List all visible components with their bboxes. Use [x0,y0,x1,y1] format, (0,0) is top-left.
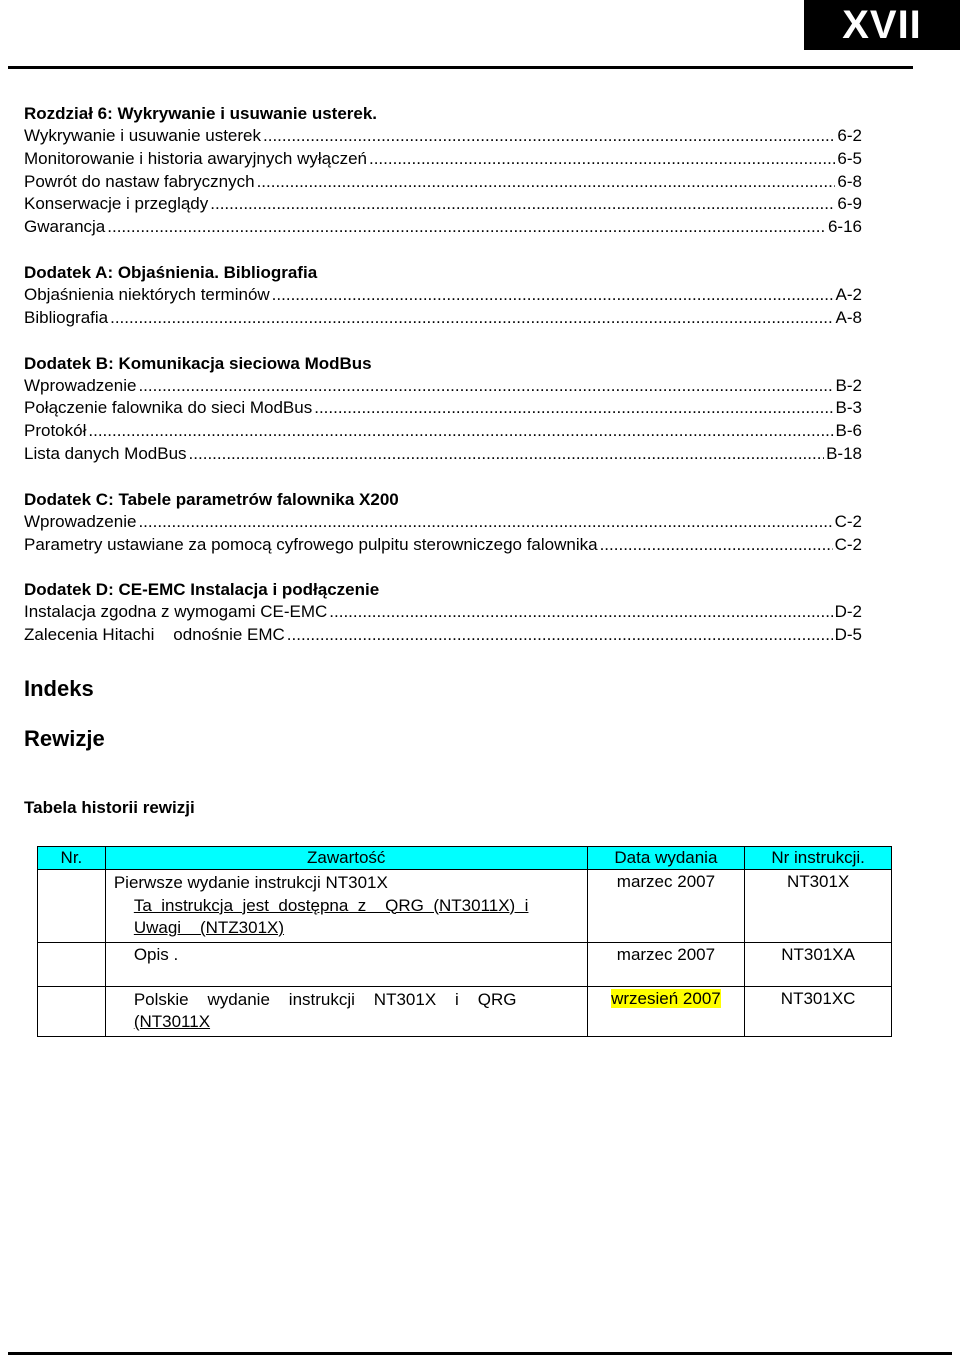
toc-section [24,352,862,466]
row-number: NT301X [745,870,892,943]
content-line: Pierwsze wydanie instrukcji NT301X [113,873,388,892]
toc-dot-leader [210,193,835,216]
toc-entry-page: D-2 [834,602,862,622]
toc-dot-leader [189,443,825,466]
toc-entry[interactable] [24,216,862,239]
toc-dot-leader [138,375,833,398]
revision-history-table [37,846,892,1037]
content-line: Opis . [133,944,179,964]
toc-entry[interactable] [24,397,862,420]
toc-entry-label: Parametry ustawiane za pomocą cyfrowego pulpitu sterowniczego falownika [24,534,598,554]
index-heading[interactable]: Indeks [24,676,94,701]
header-nr: Nr. [38,847,106,870]
toc-entry-label: Instalacja zgodna z wymogami CE-EMC [24,602,328,622]
toc-entry[interactable] [24,284,862,307]
toc-entry-page: B-6 [835,421,862,441]
toc-dot-leader [110,307,833,330]
row-nr [38,986,106,1036]
row-date: marzec 2007 [587,942,745,986]
table-row [38,986,892,1036]
toc-entry-label: Zalecenia Hitachi odnośnie EMC [24,625,285,645]
toc-entry-page: D-5 [834,625,862,645]
toc-entry-page: 6-2 [837,126,862,145]
table-row [38,942,892,986]
top-rule [8,66,913,69]
toc-entry-label: Wprowadzenie [24,511,137,531]
revisions-heading[interactable]: Rewizje [24,726,105,751]
row-nr [38,870,106,943]
content-line: Uwagi (NTZ301X) [133,918,285,937]
toc-entry-label: Monitorowanie i historia awaryjnych wyłączeń [24,148,367,168]
toc-entry-page: 6-5 [837,148,862,168]
toc-entry-label: Konserwacje i przeglądy [24,194,209,214]
row-date: marzec 2007 [587,870,745,943]
toc-dot-leader [600,534,833,557]
row-date [587,986,745,1036]
toc-entry-page: C-2 [834,511,862,531]
toc-entry[interactable] [24,511,862,534]
toc-section-title[interactable]: Dodatek B: Komunikacja sieciowa ModBus [24,353,372,373]
row-content [105,986,587,1036]
toc-entry[interactable] [24,148,862,171]
row-nr [38,942,106,986]
toc-section-title[interactable]: Rozdział 6: Wykrywanie i usuwanie usterek. [24,104,378,123]
date-highlight: wrzesień 2007 [611,988,721,1008]
content-line: Polskie wydanie instrukcji NT301X i QRG [133,989,517,1009]
toc-section [24,261,862,330]
toc-section-title[interactable]: Dodatek D: CE-EMC Instalacja i podłączenie [24,580,380,600]
toc-entry[interactable] [24,601,862,624]
toc-dot-leader [107,216,826,239]
toc-entry-page: 6-16 [827,217,862,237]
toc-entry[interactable] [24,375,862,398]
toc-entry[interactable] [24,171,862,194]
toc-dot-leader [329,601,832,624]
bottom-rule [8,1352,952,1355]
row-content [105,870,587,943]
toc-section [24,578,862,647]
toc-section [24,488,862,557]
row-number: NT301XC [745,986,892,1036]
toc-entry-label: Wprowadzenie [24,375,137,395]
page-number-badge: XVII [804,0,960,50]
header-content: Zawartość [105,847,587,870]
row-content [105,942,587,986]
toc-entry-label: Powrót do nastaw fabrycznych [24,171,255,191]
table-header-row [38,847,892,870]
toc-entry-page: C-2 [834,534,862,554]
toc-entry-label: Protokół [24,421,87,441]
header-date: Data wydania [587,847,745,870]
toc-entry[interactable] [24,307,862,330]
toc-dot-leader [287,624,833,647]
toc-entry[interactable] [24,443,862,466]
toc-entry-page: B-2 [835,375,862,395]
toc-entry-page: B-18 [826,443,862,463]
toc-dot-leader [88,420,833,443]
toc-entry-label: Gwarancja [24,217,106,237]
table-of-contents [24,102,862,669]
toc-dot-leader [257,171,836,194]
toc-section-title[interactable]: Dodatek A: Objaśnienia. Bibliografia [24,262,318,282]
toc-entry[interactable] [24,624,862,647]
toc-section [24,102,862,239]
toc-entry-label: Lista danych ModBus [24,443,187,463]
toc-entry-page: B-3 [835,398,862,418]
revision-history-title: Tabela historii rewizji [24,798,195,817]
toc-dot-leader [272,284,834,307]
content-line: Ta instrukcja jest dostępna z QRG (NT3011X) i [133,895,529,915]
toc-dot-leader [314,397,833,420]
toc-section-title[interactable]: Dodatek C: Tabele parametrów falownika X200 [24,489,399,509]
table-row [38,870,892,943]
toc-entry[interactable] [24,193,862,216]
header-number: Nr instrukcji. [745,847,892,870]
toc-entry-page: 6-8 [837,171,862,191]
toc-entry-page: A-8 [835,307,862,327]
toc-entry[interactable] [24,534,862,557]
toc-entry-label: Połączenie falownika do sieci ModBus [24,398,313,418]
row-number: NT301XA [745,942,892,986]
toc-dot-leader [369,148,835,171]
toc-dot-leader [263,125,835,148]
content-line: (NT3011X [133,1012,211,1031]
toc-entry-label: Objaśnienia niektórych terminów [24,284,270,304]
toc-dot-leader [138,511,832,534]
toc-entry-page: 6-9 [837,194,862,214]
toc-entry-label: Wykrywanie i usuwanie usterek [24,126,261,145]
toc-entry[interactable] [24,420,862,443]
toc-entry[interactable] [24,125,862,148]
toc-entry-label: Bibliografia [24,307,109,327]
toc-entry-page: A-2 [835,284,862,304]
